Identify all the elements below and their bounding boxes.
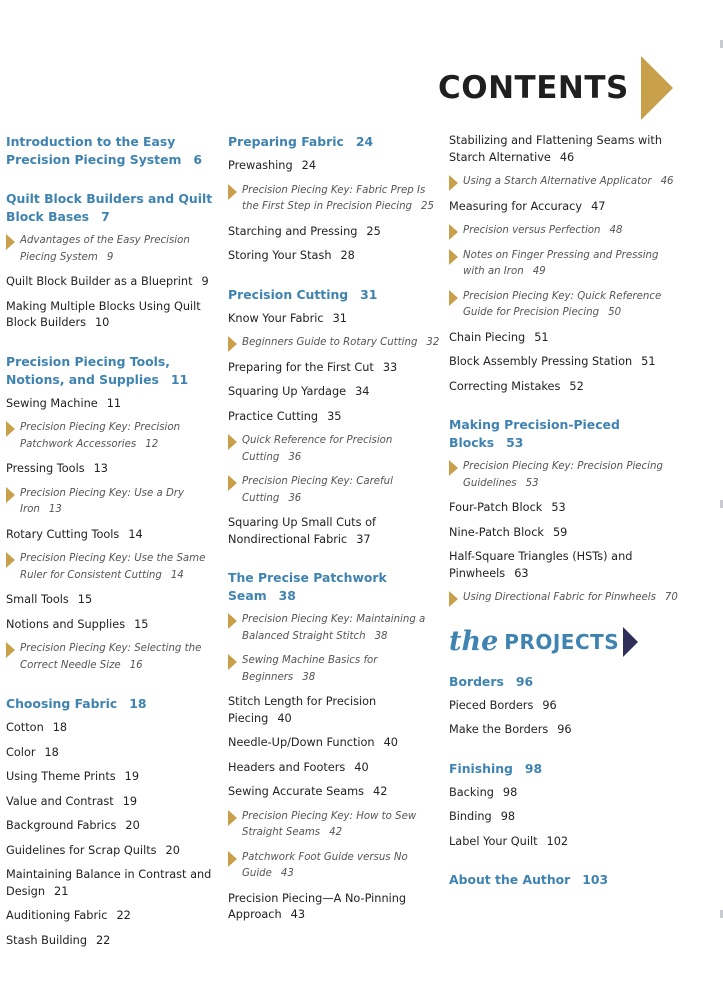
entry-label: Squaring Up Small Cuts of Nondirectional Fabric (228, 516, 376, 546)
page-number: 19 (122, 794, 138, 808)
toc-entry[interactable] (6, 818, 218, 835)
toc-entry[interactable] (6, 617, 218, 634)
toc-column-1 (6, 133, 218, 957)
toc-entry[interactable] (6, 274, 218, 291)
bullet-triangle-icon (228, 184, 237, 200)
toc-column-3 (449, 133, 679, 896)
page-number: 20 (165, 843, 180, 857)
page-number: 36 (288, 492, 302, 504)
entry-label: Precision Piecing—A No-Pinning Approach (228, 891, 407, 921)
page-number: 22 (116, 909, 131, 922)
section-heading[interactable] (6, 190, 218, 226)
page-number: 11 (106, 396, 122, 410)
key-entry[interactable] (228, 433, 440, 466)
entry-label: Storing Your Stash (228, 249, 332, 262)
entry-label: Label Your Quilt (449, 834, 538, 848)
toc-entry[interactable] (6, 933, 218, 950)
toc-entry[interactable] (228, 515, 440, 548)
bullet-triangle-icon (228, 810, 237, 826)
toc-entry[interactable] (449, 199, 679, 216)
bullet-triangle-icon (6, 552, 15, 568)
entry-label: Preparing for the First Cut (228, 360, 374, 374)
section-title: About the Author (449, 872, 571, 887)
entry-label: Background Fabrics (6, 819, 117, 832)
title-arrow-icon (641, 56, 673, 120)
bullet-triangle-icon (228, 336, 237, 352)
key-entry[interactable] (449, 174, 679, 191)
page-number: 98 (502, 785, 518, 799)
key-entry[interactable] (449, 289, 679, 322)
bullet-triangle-icon (449, 591, 458, 607)
toc-entry[interactable] (228, 409, 440, 426)
toc-entry[interactable] (6, 527, 218, 544)
entry-label: Block Assembly Pressing Station (449, 355, 633, 368)
section-heading[interactable] (6, 133, 218, 169)
entry-label: Small Tools (6, 593, 69, 606)
entry-label: Four-Patch Block (449, 501, 543, 514)
key-entry[interactable] (228, 474, 440, 507)
page-number: 9 (106, 251, 114, 263)
page-title: CONTENTS (438, 70, 629, 106)
page-number: 40 (383, 736, 398, 749)
page-number: 34 (355, 385, 370, 398)
toc-entry[interactable] (6, 461, 218, 478)
page-number: 13 (93, 462, 108, 475)
page-number: 10 (94, 316, 110, 329)
toc-entry[interactable] (228, 694, 440, 727)
section-title: Introduction to the Easy Precision Piecing System (6, 134, 182, 167)
bullet-triangle-icon (449, 460, 458, 476)
section-heading[interactable] (449, 871, 679, 889)
key-entry[interactable] (449, 459, 679, 492)
section-heading[interactable] (449, 673, 679, 691)
bullet-triangle-icon (6, 487, 15, 503)
page-number: 53 (525, 477, 539, 489)
page-number: 103 (582, 872, 609, 887)
toc-entry[interactable] (6, 592, 218, 609)
entry-label: Sewing Machine Basics for Beginners (242, 655, 378, 683)
section-title: Choosing Fabric (6, 696, 118, 711)
entry-label: Value and Contrast (6, 794, 114, 808)
entry-label: Know Your Fabric (228, 311, 324, 325)
page-number: 20 (125, 819, 140, 832)
toc-entry[interactable] (228, 311, 440, 328)
entry-label: Precision Piecing Key: Fabric Prep Is the First Step in Precision Piecing (242, 184, 426, 212)
page-number: 53 (551, 501, 566, 514)
section-heading[interactable] (228, 569, 440, 605)
entry-label: Precision Piecing Key: How to Sew Straight Seams (242, 810, 417, 838)
toc-entry[interactable] (449, 500, 679, 517)
entry-label: Color (6, 745, 36, 759)
toc-entry[interactable] (228, 891, 440, 924)
page-number: 31 (360, 286, 378, 302)
entry-label: Maintaining Balance in Contrast and Design (6, 868, 212, 898)
page-number: 32 (426, 337, 440, 348)
key-entry[interactable] (228, 850, 440, 883)
page-number: 52 (569, 379, 584, 393)
entry-label: Notions and Supplies (6, 617, 126, 631)
entry-label: Precision Piecing Key: Precision Patchwork Accessories (20, 422, 181, 450)
entry-label: Beginners Guide to Rotary Cutting (242, 337, 418, 348)
page-number: 38 (278, 588, 296, 603)
toc-entry[interactable] (228, 735, 440, 752)
entry-label: Precision Piecing Key: Quick Reference Guide for Precision Piecing (463, 290, 662, 318)
entry-label: Correcting Mistakes (449, 379, 561, 393)
page-number: 18 (52, 721, 68, 734)
entry-label: Quick Reference for Precision Cutting (242, 435, 393, 463)
page-number: 6 (193, 152, 203, 167)
section-title: Finishing (449, 760, 513, 776)
entry-label: Measuring for Accuracy (449, 199, 583, 213)
page-number: 46 (660, 176, 674, 187)
toc-entry[interactable] (228, 760, 440, 777)
entry-label: Sewing Accurate Seams (228, 785, 365, 798)
entry-label: Chain Piecing (449, 330, 526, 344)
section-title: Borders (449, 673, 504, 689)
page-number: 14 (170, 569, 184, 581)
key-entry[interactable] (449, 590, 679, 607)
toc-entry[interactable] (449, 834, 679, 851)
projects-arrow-icon (623, 627, 638, 657)
page-number: 9 (201, 275, 209, 288)
key-entry[interactable] (228, 653, 440, 686)
page-number: 43 (280, 868, 294, 879)
entry-label: Stash Building (6, 933, 87, 947)
entry-label: Using a Starch Alternative Applicator (463, 176, 652, 187)
key-entry[interactable] (6, 486, 218, 519)
toc-entry[interactable] (6, 908, 218, 925)
entry-label: Pieced Borders (449, 698, 534, 712)
page-number: 53 (506, 435, 524, 450)
toc-entry[interactable] (228, 248, 440, 265)
entry-label: Cotton (6, 721, 44, 734)
section-title: Precision Cutting (228, 286, 349, 302)
entry-label: Guidelines for Scrap Quilts (6, 843, 157, 857)
toc-entry[interactable] (449, 133, 679, 166)
entry-label: Needle-Up/Down Function (228, 736, 375, 749)
page-number: 22 (96, 933, 111, 947)
page-number: 46 (559, 150, 575, 164)
toc-entry[interactable] (449, 549, 679, 582)
entry-label: Patchwork Foot Guide versus No Guide (242, 851, 408, 879)
page-number: 43 (290, 908, 306, 921)
section-heading[interactable] (449, 416, 679, 452)
bullet-triangle-icon (6, 234, 15, 250)
page-number: 25 (366, 224, 381, 238)
entry-label: Rotary Cutting Tools (6, 527, 120, 541)
section-heading[interactable] (228, 286, 440, 304)
toc-entry[interactable] (6, 769, 218, 786)
projects-label: PROJECTS (504, 629, 620, 654)
page-number: 42 (329, 827, 343, 838)
page-number: 28 (340, 249, 355, 262)
entry-label: Notes on Finger Pressing and Pressing with an Iron (463, 249, 659, 277)
toc-entry[interactable] (228, 224, 440, 241)
toc-entry[interactable] (6, 745, 218, 762)
contents-header (438, 56, 673, 120)
section-heading[interactable] (6, 695, 218, 713)
toc-entry[interactable] (6, 299, 218, 332)
key-entry[interactable] (6, 233, 218, 266)
key-entry[interactable] (449, 248, 679, 281)
toc-entry[interactable] (449, 722, 679, 739)
page-number: 7 (101, 209, 110, 224)
page-number: 24 (301, 159, 317, 172)
section-heading[interactable] (449, 760, 679, 778)
entry-label: Using Theme Prints (6, 770, 116, 783)
projects-heading (449, 625, 679, 659)
toc-entry[interactable] (6, 867, 218, 900)
page-number: 70 (664, 592, 678, 603)
section-heading[interactable] (228, 133, 440, 151)
entry-label: Headers and Footers (228, 760, 346, 774)
page-number: 18 (44, 745, 59, 759)
projects-the-label: the (449, 626, 499, 657)
key-entry[interactable] (6, 551, 218, 584)
bullet-triangle-icon (6, 421, 15, 437)
entry-label: Quilt Block Builder as a Blueprint (6, 275, 193, 288)
page-number: 37 (356, 532, 371, 546)
page-number: 14 (128, 527, 143, 541)
toc-entry[interactable] (228, 384, 440, 401)
section-heading[interactable] (6, 353, 218, 389)
bullet-triangle-icon (449, 224, 458, 240)
page-number: 35 (327, 409, 342, 423)
entry-label: Precision Piecing Key: Use a Dry Iron (20, 487, 185, 515)
toc-entry[interactable] (449, 525, 679, 542)
key-entry[interactable] (228, 335, 440, 352)
entry-label: Auditioning Fabric (6, 909, 108, 922)
page-number: 21 (54, 884, 69, 898)
page-number: 98 (500, 810, 516, 823)
page-number: 40 (354, 760, 369, 774)
entry-label: Practice Cutting (228, 409, 319, 423)
toc-entry[interactable] (228, 360, 440, 377)
entry-label: Stitch Length for Precision Piecing (228, 695, 377, 725)
entry-label: Precision Piecing Key: Maintaining a Balanced Straight Stitch (242, 614, 426, 642)
page-number: 38 (302, 671, 316, 683)
bullet-triangle-icon (228, 475, 237, 491)
entry-label: Making Multiple Blocks Using Quilt Block Builders (6, 299, 201, 329)
entry-label: Pressing Tools (6, 462, 85, 475)
entry-label: Precision Piecing Key: Precision Piecing Guidelines (463, 461, 663, 489)
section-title: Precision Piecing Tools, Notions, and Supplies (6, 353, 170, 387)
entry-label: Precision Piecing Key: Selecting the Correct Needle Size (20, 643, 202, 671)
page-number: 38 (374, 630, 388, 642)
page-number: 42 (373, 785, 388, 798)
page-number: 102 (546, 834, 569, 848)
page-number: 96 (557, 723, 572, 736)
page-number: 11 (170, 371, 189, 387)
page-number: 25 (421, 201, 434, 212)
page-number: 48 (609, 225, 623, 236)
toc-entry[interactable] (449, 785, 679, 802)
toc-entry[interactable] (228, 784, 440, 801)
entry-label: Binding (449, 810, 492, 823)
section-title: The Precise Patchwork Seam (228, 570, 387, 603)
bullet-triangle-icon (449, 175, 458, 191)
entry-label: Half-Square Triangles (HSTs) and Pinwheels (449, 550, 633, 580)
toc-column-2 (228, 133, 440, 932)
bullet-triangle-icon (228, 851, 237, 867)
bullet-triangle-icon (6, 642, 15, 658)
section-title: Quilt Block Builders and Quilt Block Bases (6, 191, 213, 224)
page-number: 96 (515, 673, 534, 689)
page-number: 31 (332, 311, 347, 325)
page-number: 47 (591, 199, 606, 213)
toc-entry[interactable] (6, 720, 218, 737)
entry-label: Precision Piecing Key: Use the Same Ruler for Consistent Cutting (20, 553, 206, 581)
key-entry[interactable] (228, 183, 440, 216)
key-entry[interactable] (449, 223, 679, 240)
page-number: 19 (124, 770, 140, 783)
page-number: 59 (552, 525, 568, 539)
entry-label: Squaring Up Yardage (228, 385, 347, 398)
page-number: 51 (641, 355, 656, 368)
entry-label: Prewashing (228, 159, 293, 172)
toc-entry[interactable] (449, 354, 679, 371)
key-entry[interactable] (6, 420, 218, 453)
bullet-triangle-icon (228, 434, 237, 450)
key-entry[interactable] (228, 809, 440, 842)
entry-label: Starching and Pressing (228, 224, 358, 238)
section-title: Making Precision-Pieced Blocks (449, 417, 620, 450)
entry-label: Nine-Patch Block (449, 525, 544, 539)
toc-entry[interactable] (228, 158, 440, 175)
page-number: 15 (134, 617, 149, 631)
toc-entry[interactable] (449, 330, 679, 347)
entry-label: Make the Borders (449, 723, 549, 736)
page-number: 50 (608, 307, 622, 318)
toc-entry[interactable] (449, 379, 679, 396)
page-number: 18 (129, 696, 147, 711)
page-number: 96 (542, 698, 557, 712)
page-number: 13 (48, 504, 62, 515)
bullet-triangle-icon (228, 613, 237, 629)
toc-entry[interactable] (6, 794, 218, 811)
page-number: 12 (145, 438, 159, 450)
entry-label: Sewing Machine (6, 396, 98, 410)
page-number: 98 (524, 760, 543, 776)
bullet-triangle-icon (228, 654, 237, 670)
page-number: 36 (288, 451, 302, 463)
page-number: 24 (355, 134, 374, 149)
toc-entry[interactable] (6, 396, 218, 413)
toc-entry[interactable] (449, 698, 679, 715)
entry-label: Stabilizing and Flattening Seams with Starch Alternative (449, 134, 663, 164)
entry-label: Precision versus Perfection (463, 225, 601, 236)
page-number: 16 (129, 659, 143, 671)
bullet-triangle-icon (449, 290, 458, 306)
page-number: 15 (77, 593, 93, 606)
key-entry[interactable] (228, 612, 440, 645)
bullet-triangle-icon (449, 249, 458, 265)
entry-label: Precision Piecing Key: Careful Cutting (242, 476, 393, 504)
entry-label: Backing (449, 785, 494, 799)
page-number: 63 (514, 566, 529, 580)
page-number: 40 (277, 711, 292, 725)
key-entry[interactable] (6, 641, 218, 674)
section-title: Preparing Fabric (228, 134, 344, 149)
page-number: 49 (532, 266, 546, 277)
entry-label: Using Directional Fabric for Pinwheels (463, 592, 656, 603)
page-number: 51 (534, 330, 549, 344)
entry-label: Advantages of the Easy Precision Piecing System (20, 235, 190, 263)
page-number: 33 (382, 360, 398, 374)
toc-entry[interactable] (449, 809, 679, 826)
toc-entry[interactable] (6, 843, 218, 860)
